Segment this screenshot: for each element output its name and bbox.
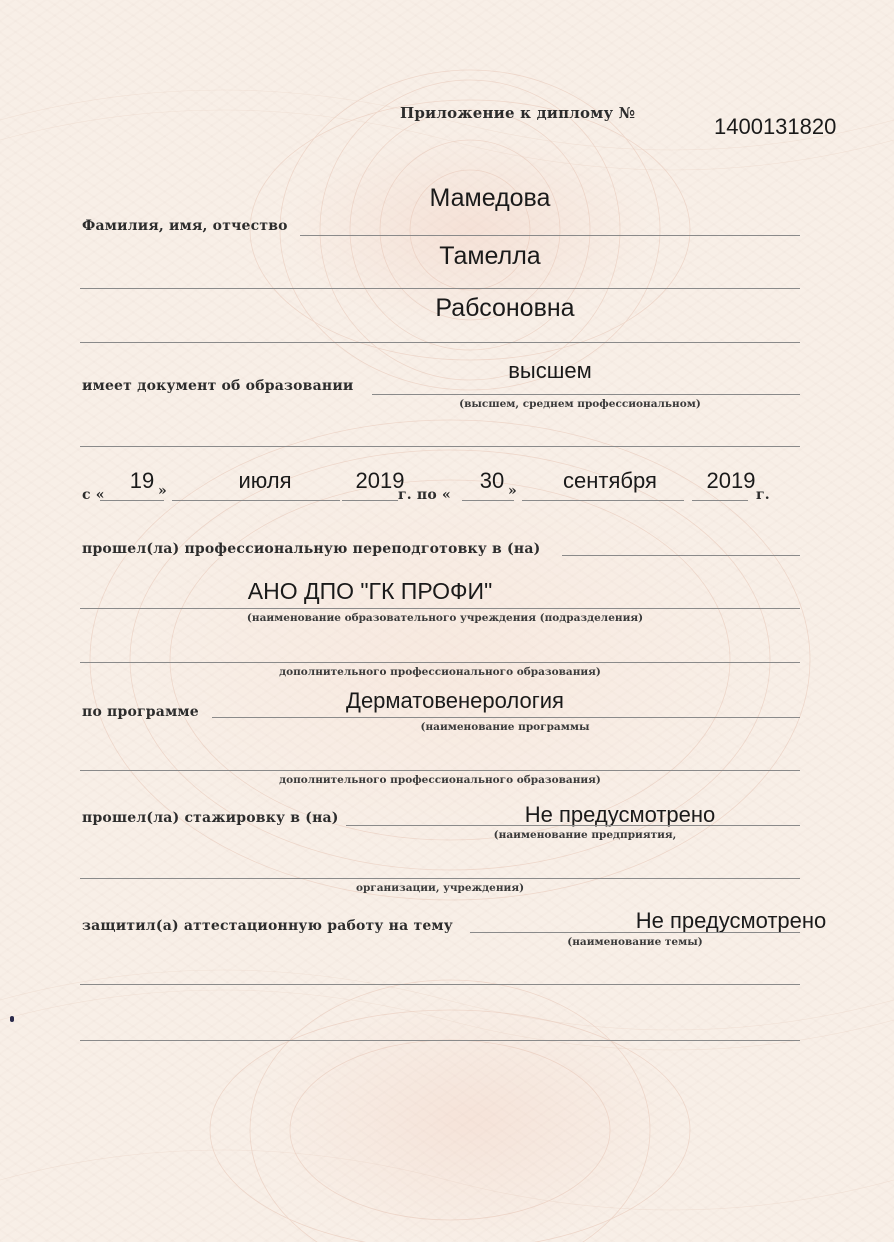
period-from-month: июля xyxy=(238,468,292,493)
education-value: высшем xyxy=(508,358,592,383)
education-line xyxy=(372,394,800,395)
fullname-label: Фамилия, имя, отчество xyxy=(82,218,288,234)
program-label: по программе xyxy=(82,704,199,720)
period-to-day: 30 xyxy=(479,468,505,493)
name-value: Тамелла xyxy=(439,242,541,270)
institution-line xyxy=(80,608,800,609)
retraining-label-line xyxy=(562,555,800,556)
to-month-line xyxy=(522,500,684,501)
to-day-line xyxy=(462,500,514,501)
patronymic-value: Рабсоновна xyxy=(435,294,575,322)
from-day-line xyxy=(100,500,164,501)
internship-caption: (наименование предприятия, xyxy=(493,829,677,841)
period-end-label: г. xyxy=(756,487,770,503)
internship-value: Не предусмотрено xyxy=(524,802,716,827)
period-to-quote-close: » xyxy=(508,483,517,499)
thesis-label: защитил(а) аттестационную работу на тему xyxy=(82,918,453,934)
program-caption-2: дополнительного профессионального образования) xyxy=(279,774,601,786)
education-extra-line xyxy=(80,446,800,447)
period-to-month: сентября xyxy=(563,468,657,493)
thesis-value: Не предусмотрено xyxy=(635,908,827,933)
retraining-institution: АНО ДПО "ГК ПРОФИ" xyxy=(247,578,493,604)
appendix-title: Приложение к диплому № xyxy=(400,104,636,122)
period-mid-label: г. по « xyxy=(398,487,451,503)
internship-label: прошел(ла) стажировку в (на) xyxy=(82,810,339,826)
to-year-line xyxy=(692,500,748,501)
ink-dot-mark xyxy=(10,1016,14,1022)
institution-caption-2: дополнительного профессионального образования) xyxy=(279,666,601,678)
from-month-line xyxy=(172,500,340,501)
thesis-extra-line-2 xyxy=(80,1040,800,1041)
retraining-label: прошел(ла) профессиональную переподготовку в (на) xyxy=(82,541,541,557)
period-from-day: 19 xyxy=(129,468,155,493)
program-line xyxy=(212,717,800,718)
period-from-year: 2019 xyxy=(355,468,405,493)
internship-extra-line xyxy=(80,878,800,879)
from-year-line xyxy=(342,500,398,501)
program-extra-line xyxy=(80,770,800,771)
institution-extra-line xyxy=(80,662,800,663)
thesis-line xyxy=(470,932,800,933)
surname-value: Мамедова xyxy=(429,184,551,212)
program-value: Дерматовенерология xyxy=(346,688,564,713)
internship-caption-2: организации, учреждения) xyxy=(355,882,525,894)
name-line xyxy=(80,288,800,289)
thesis-caption: (наименование темы) xyxy=(567,936,703,948)
institution-caption: (наименование образовательного учреждения (подразделения) xyxy=(246,612,644,624)
diploma-number: 1400131820 xyxy=(714,114,837,139)
internship-line xyxy=(346,825,800,826)
surname-line xyxy=(300,235,800,236)
period-from-quote-close: » xyxy=(158,483,167,499)
thesis-extra-line-1 xyxy=(80,984,800,985)
education-label: имеет документ об образовании xyxy=(82,378,354,394)
period-to-year: 2019 xyxy=(706,468,756,493)
program-caption: (наименование программы xyxy=(420,721,590,733)
patronymic-line xyxy=(80,342,800,343)
education-caption: (высшем, среднем профессиональном) xyxy=(459,398,701,410)
period-from-prefix: с « xyxy=(82,487,105,503)
